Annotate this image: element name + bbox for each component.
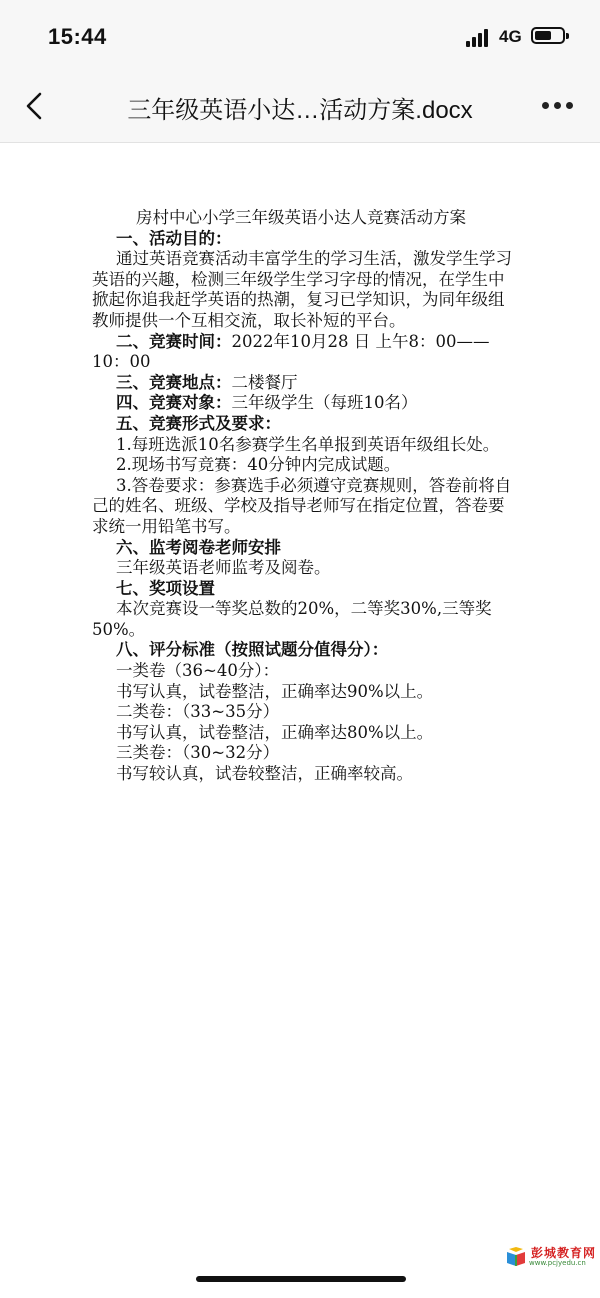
section-value: 三年级学生（每班10名） bbox=[231, 393, 418, 413]
paragraph: 书写较认真，试卷较整洁，正确率较高。 bbox=[116, 764, 413, 784]
watermark-url: www.pcjyedu.cn bbox=[529, 1259, 586, 1267]
document-body bbox=[92, 208, 516, 785]
nav-bar bbox=[0, 70, 600, 143]
paragraph bbox=[92, 393, 516, 414]
document-title: 三年级英语小达…活动方案.docx bbox=[127, 97, 473, 124]
paragraph: 3.答卷要求：参赛选手必须遵守竞赛规则，答卷前将自己的姓名、班级、学校及指导老师写在指定位置，答卷要求统一用铅笔书写。 bbox=[92, 475, 512, 536]
watermark-text: 彭城教育网 bbox=[531, 1246, 597, 1260]
section-heading: 五、竞赛形式及要求： bbox=[116, 413, 281, 433]
section-heading: 二、竞赛时间： bbox=[116, 331, 232, 351]
signal-icon bbox=[466, 29, 492, 47]
more-options-button[interactable] bbox=[540, 102, 576, 112]
paragraph: 书写认真，试卷整洁，正确率达90%以上。 bbox=[116, 681, 434, 701]
section-heading: 三、竞赛地点： bbox=[116, 372, 232, 392]
status-time: 15:44 bbox=[48, 24, 107, 49]
paragraph: 二类卷：（33~35分） bbox=[116, 702, 280, 722]
paragraph: 三类卷：（30~32分） bbox=[116, 743, 280, 763]
paragraph: 1.每班选派10名参赛学生名单报到英语年级组长处。 bbox=[116, 434, 500, 454]
home-indicator[interactable] bbox=[196, 1276, 406, 1282]
paragraph bbox=[92, 332, 516, 373]
network-type: 4G bbox=[499, 27, 522, 46]
section-heading: 四、竞赛对象： bbox=[116, 393, 232, 413]
section-heading: 六、监考阅卷老师安排 bbox=[116, 537, 281, 557]
book-logo-icon bbox=[505, 1246, 527, 1268]
section-heading: 一、活动目的： bbox=[116, 228, 232, 248]
paragraph: 通过英语竞赛活动丰富学生的学习生活，激发学生学习英语的兴趣，检测三年级学生学习字母的情况，在学生中掀起你追我赶学英语的热潮，复习已学知识，为同年级组教师提供一个互相交流，取长补短的平台。 bbox=[92, 249, 512, 330]
paragraph: 本次竞赛设一等奖总数的20%，二等奖30%,三等奖50%。 bbox=[92, 599, 492, 639]
status-bar bbox=[0, 0, 600, 70]
paragraph bbox=[92, 373, 516, 394]
back-button[interactable] bbox=[20, 88, 52, 124]
paragraph: 书写认真，试卷整洁，正确率达80%以上。 bbox=[116, 722, 434, 742]
section-value: 二楼餐厅 bbox=[231, 372, 298, 392]
section-value: 2022年10月28 日 上午8：00——10：00 bbox=[92, 331, 490, 372]
watermark bbox=[505, 1244, 597, 1270]
doc-title: 房村中心小学三年级英语小达人竞赛活动方案 bbox=[136, 208, 466, 227]
paragraph: 2.现场书写竞赛：40分钟内完成试题。 bbox=[116, 455, 401, 475]
section-heading: 八、评分标准（按照试题分值得分）： bbox=[116, 640, 389, 660]
paragraph: 一类卷（36~40分）： bbox=[116, 661, 280, 681]
chevron-left-icon bbox=[20, 88, 52, 124]
battery-icon bbox=[531, 27, 565, 44]
paragraph: 三年级英语老师监考及阅卷。 bbox=[116, 558, 331, 578]
section-heading: 七、奖项设置 bbox=[116, 578, 215, 598]
